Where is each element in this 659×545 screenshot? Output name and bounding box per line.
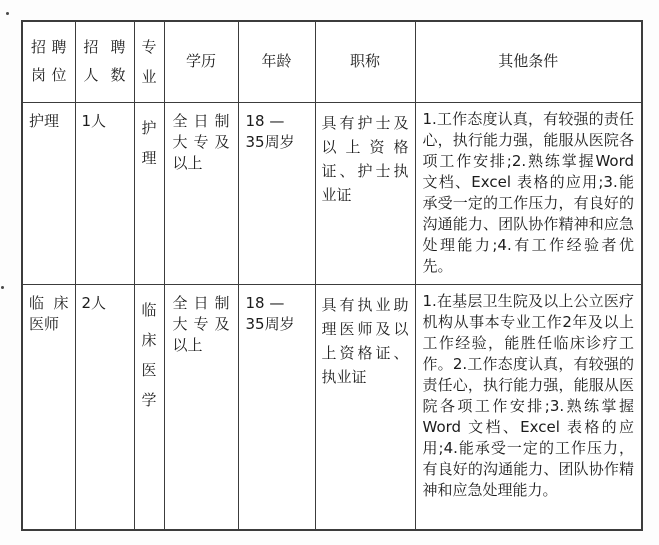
cell-title: 具有护士及以上资格证、护士执业证 bbox=[315, 102, 415, 284]
cell-age: 18 — 35周岁 bbox=[238, 102, 315, 284]
cell-major: 护理 bbox=[134, 102, 164, 284]
cell-age: 18 — 35周岁 bbox=[238, 284, 315, 530]
header-major: 专业 bbox=[134, 21, 164, 102]
header-other: 其他条件 bbox=[415, 21, 642, 102]
header-post: 招聘岗位 bbox=[22, 21, 75, 102]
header-count: 招聘人数 bbox=[75, 21, 134, 102]
header-education: 学历 bbox=[164, 21, 238, 102]
cell-education: 全日制大专及以上 bbox=[164, 102, 238, 284]
header-row bbox=[22, 21, 642, 102]
cell-other: 1.在基层卫生院及以上公立医疗机构从事本专业工作2年及以上工作经验，能胜任临床诊疗工作。2.工作态度认真，有较强的责任心，执行能力强，能服从医院各项工作安排;3.熟练掌握 Word 文档、Excel 表格的应用;4.能承受一定的工作压力，有良好的沟通能力、团队协作精神和应急处理能力。 bbox=[415, 284, 642, 530]
header-age: 年龄 bbox=[238, 21, 315, 102]
cell-count: 2人 bbox=[75, 284, 134, 530]
cell-other: 1.工作态度认真，有较强的责任心，执行能力强，能服从医院各项工作安排;2.熟练掌握Word 文档、Excel 表格的应用;3.能承受一定的工作压力，有良好的沟通能力、团队协作精神和应急处理能力;4.有工作经验者优先。 bbox=[415, 102, 642, 284]
cell-education: 全日制大专及以上 bbox=[164, 284, 238, 530]
cell-post: 临床医师 bbox=[22, 284, 75, 530]
scan-speck bbox=[6, 12, 9, 15]
scan-speck bbox=[1, 286, 4, 289]
cell-count: 1人 bbox=[75, 102, 134, 284]
cell-post: 护理 bbox=[22, 102, 75, 284]
recruitment-table bbox=[21, 20, 643, 531]
table-row-nursing bbox=[22, 102, 642, 284]
cell-title: 具有执业助理医师及以上资格证、执业证 bbox=[315, 284, 415, 530]
table-row-clinician bbox=[22, 284, 642, 530]
header-title: 职称 bbox=[315, 21, 415, 102]
cell-major: 临床医学 bbox=[134, 284, 164, 530]
